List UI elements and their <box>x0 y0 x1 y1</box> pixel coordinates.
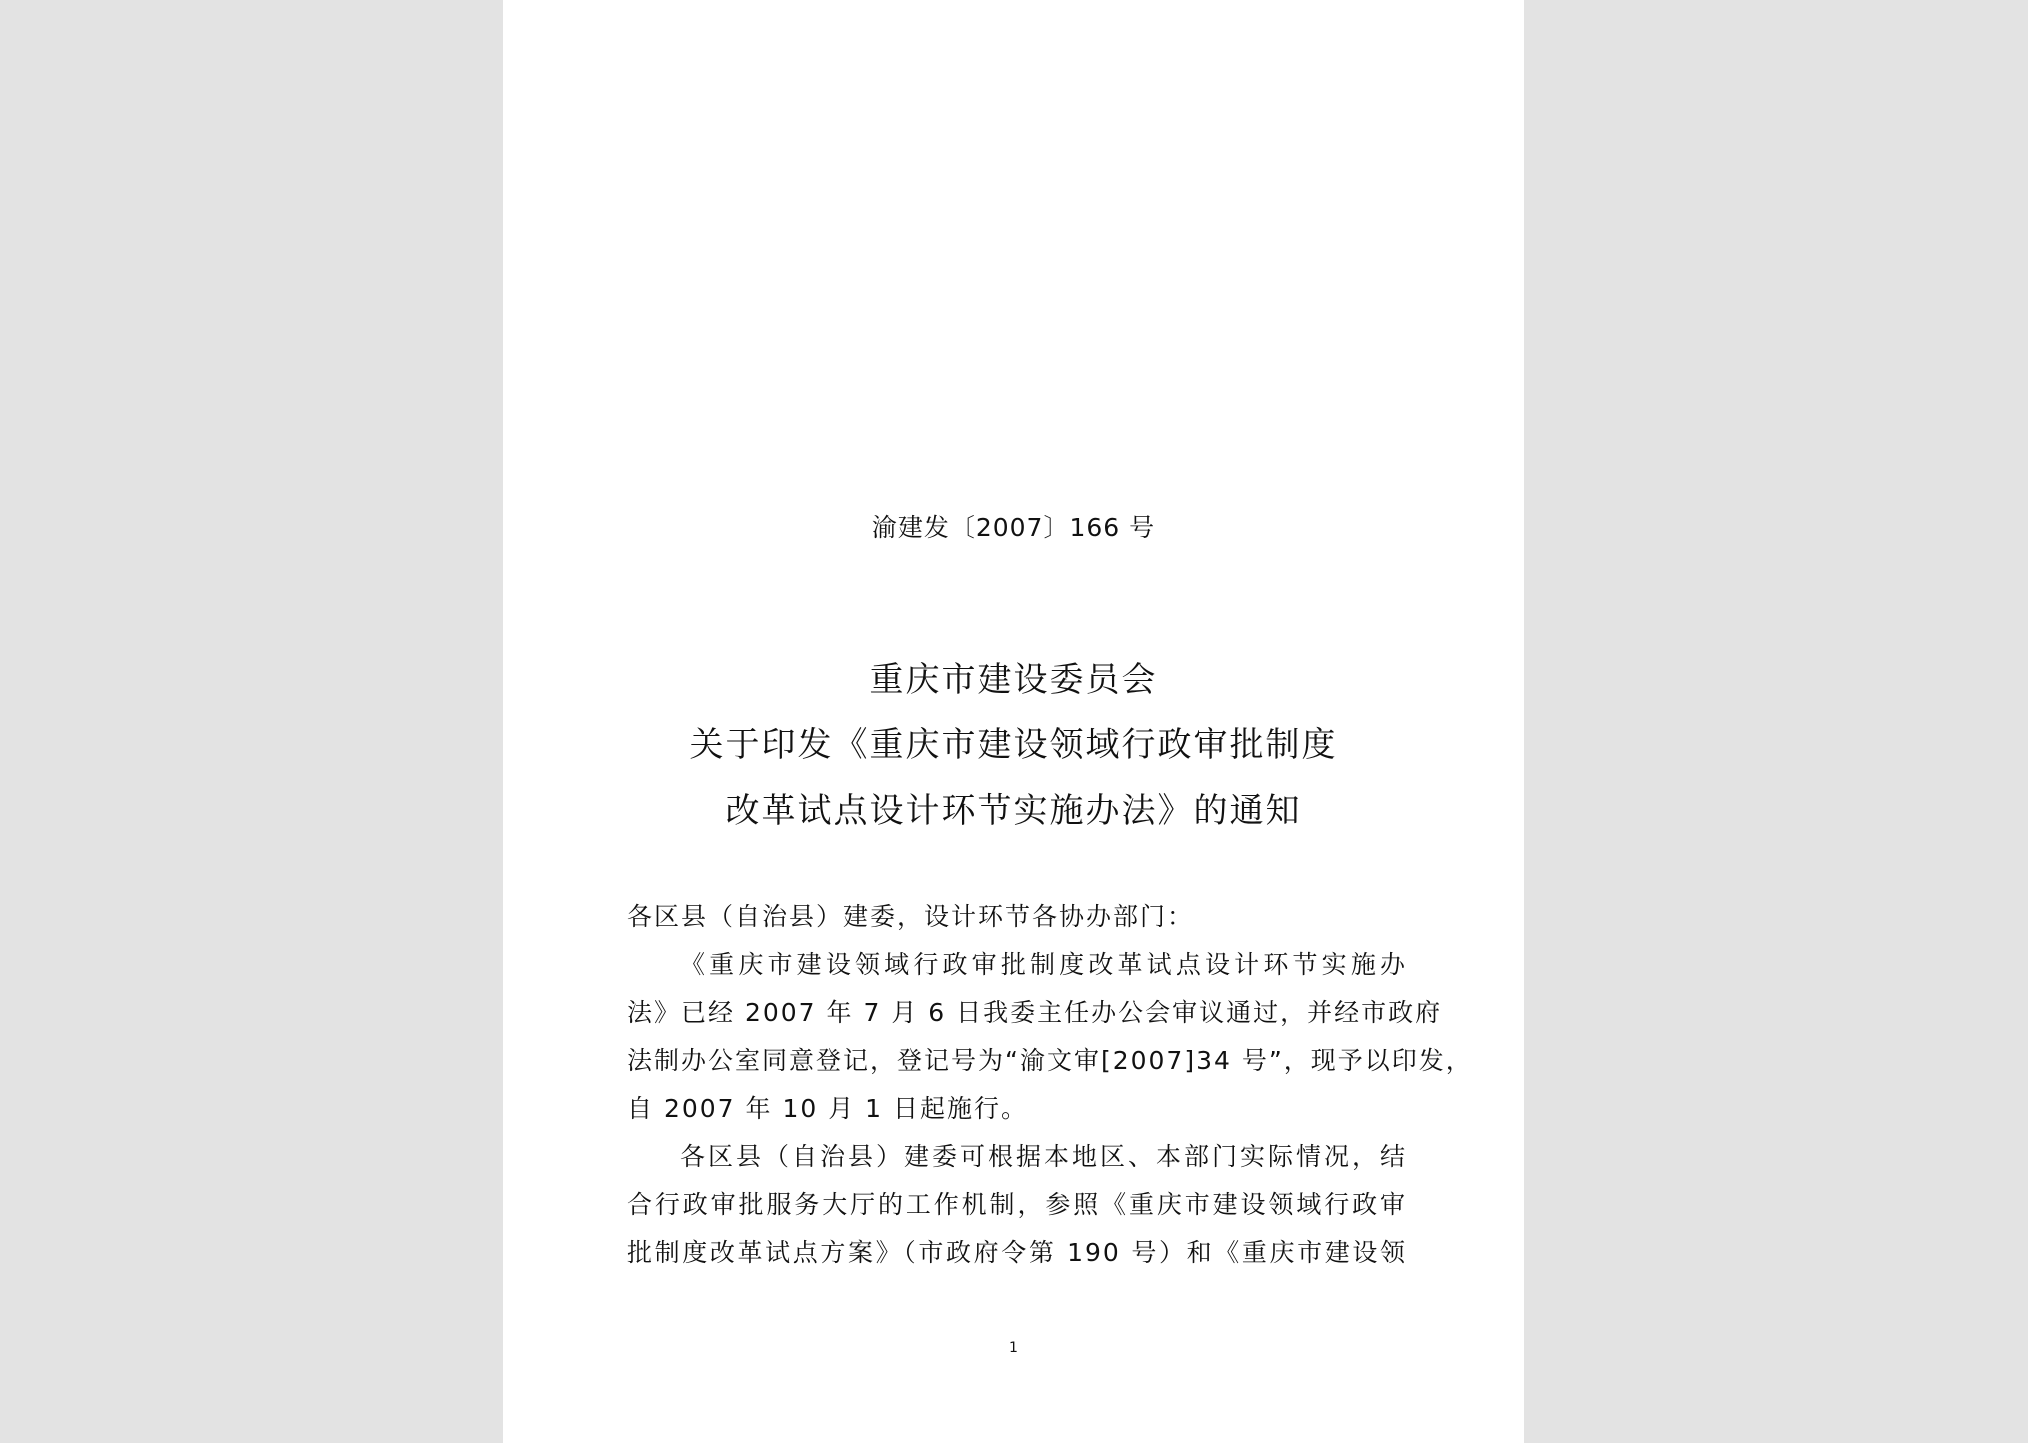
paragraph-2-line-3: 批制度改革试点方案》（市政府令第 190 号）和《重庆市建设领 <box>627 1238 1407 1267</box>
title-line-2: 关于印发《重庆市建设领域行政审批制度 <box>689 725 1338 765</box>
paragraph-2-line-2: 合行政审批服务大厅的工作机制，参照《重庆市建设领域行政审 <box>627 1190 1407 1219</box>
paragraph-2-line-1: 各区县（自治县）建委可根据本地区、本部门实际情况，结 <box>680 1142 1407 1171</box>
document-number: 渝建发〔2007〕166 号 <box>871 513 1156 542</box>
salutation: 各区县（自治县）建委，设计环节各协办部门： <box>627 902 1195 931</box>
paragraph-1-line-4: 自 2007 年 10 月 1 日起施行。 <box>627 1094 1029 1123</box>
paragraph-1-line-1: 《重庆市建设领域行政审批制度改革试点设计环节实施办 <box>680 950 1407 979</box>
paragraph-1-line-3: 法制办公室同意登记，登记号为“渝文审[2007]34 号”，现予以印发， <box>627 1046 1473 1075</box>
paragraph-1-line-2: 法》已经 2007 年 7 月 6 日我委主任办公会审议通过，并经市政府 <box>627 998 1443 1027</box>
title-line-3: 改革试点设计环节实施办法》的通知 <box>725 791 1302 831</box>
page-number: 1 <box>1009 1340 1018 1356</box>
title-line-1: 重庆市建设委员会 <box>869 660 1158 700</box>
document-page <box>503 0 1524 1443</box>
